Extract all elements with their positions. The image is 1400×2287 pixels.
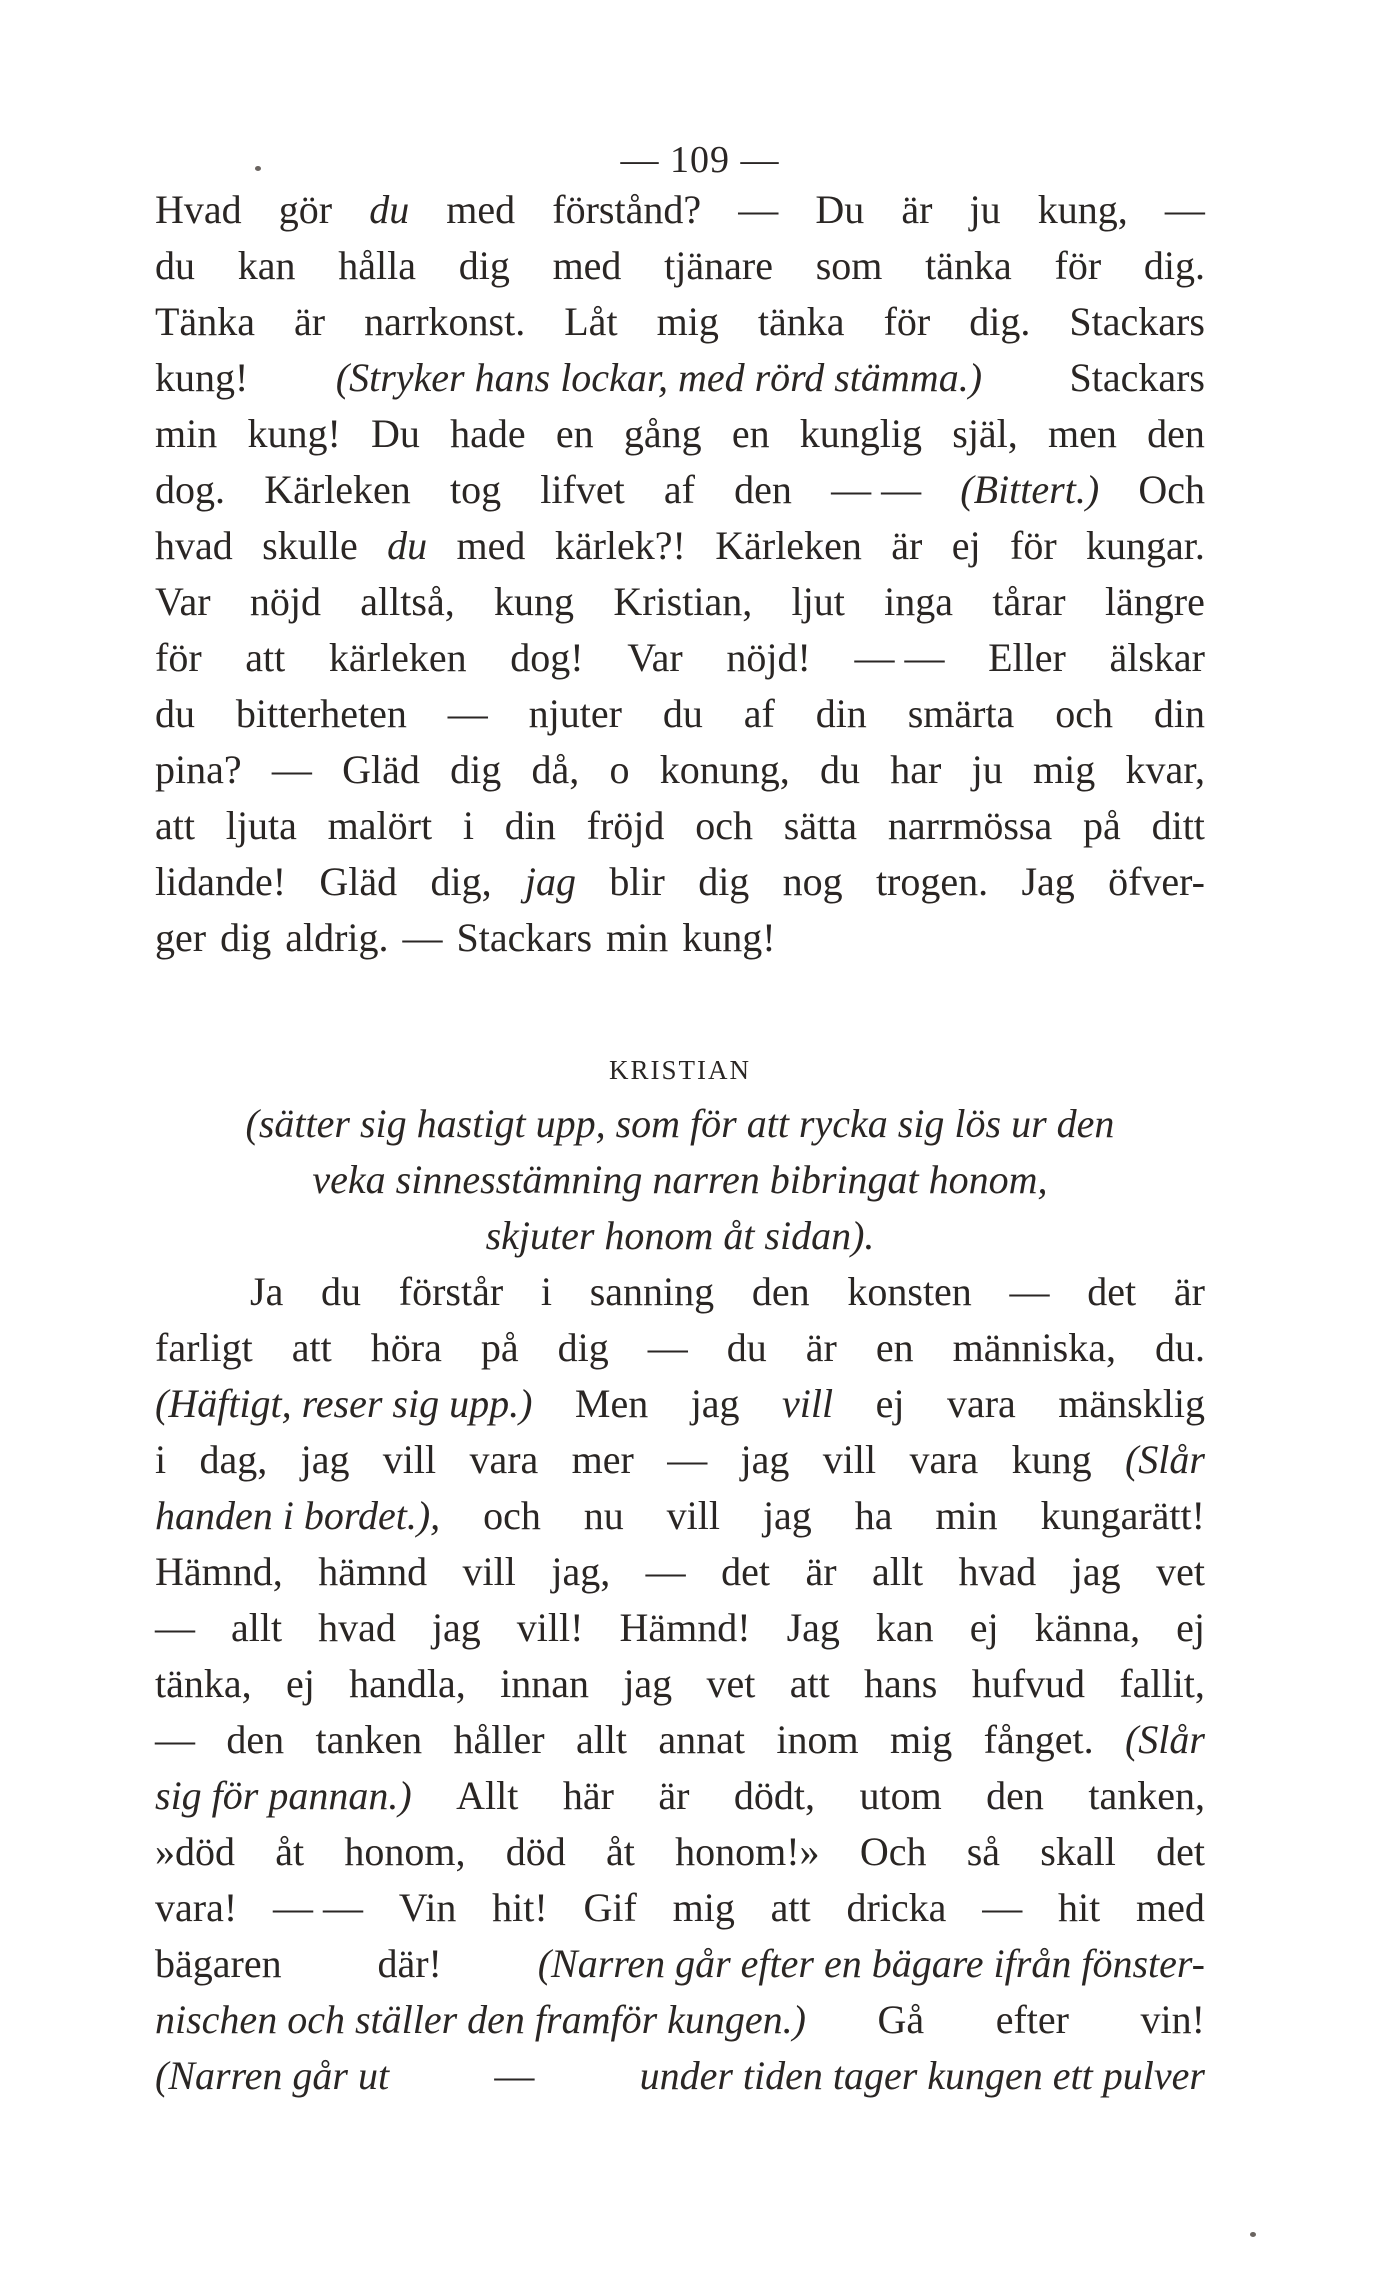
text-line: du bitterheten — njuter du af din smärta och din [155,691,1205,736]
text-line: (Narren går ut — under tiden tager kungen ett pulver [155,2053,1205,2098]
text-line: Hämnd, hämnd vill jag, — det är allt hvad jag vet [155,1549,1205,1594]
text-line: i dag, jag vill vara mer — jag vill vara kung (Slår [155,1437,1205,1482]
text-line: nischen och ställer den framför kungen.) Gå efter vin! [155,1997,1205,2042]
text-line: min kung! Du hade en gång en kunglig själ, men den [155,411,1205,456]
text-line: lidande! Gläd dig, jag blir dig nog trogen. Jag öfver- [155,859,1205,904]
page-number: — 109 — [620,139,780,181]
text-line: »död åt honom, död åt honom!» Och så skall det [155,1829,1205,1874]
text-line: för att kärleken dog! Var nöjd! — — Eller älskar [155,635,1205,680]
text-line: ger dig aldrig. — Stackars min kung! [155,915,776,960]
stage-direction-line: skjuter honom åt sidan). [485,1213,875,1258]
text-line: att ljuta malört i din fröjd och sätta narrmössa på ditt [155,803,1205,848]
text-line: farligt att höra på dig — du är en människa, du. [155,1325,1205,1370]
text-line: hvad skulle du med kärlek?! Kärleken är ej för kungar. [155,523,1205,568]
text-line: Ja du förstår i sanning den konsten — det är [250,1269,1205,1314]
text-line: bägaren där! (Narren går efter en bägare ifrån fönster- [155,1941,1205,1986]
speaker-name: KRISTIAN [609,1055,751,1085]
text-line: Hvad gör du med förstånd? — Du är ju kung, — [155,187,1205,232]
text-line: Var nöjd alltså, kung Kristian, ljut inga tårar längre [155,579,1205,624]
text-line: — den tanken håller allt annat inom mig fånget. (Slår [155,1717,1205,1762]
text-line: sig för pannan.) Allt här är dödt, utom den tanken, [155,1773,1205,1818]
text-line: tänka, ej handla, innan jag vet att hans hufvud fallit, [155,1661,1205,1706]
text-line: (Häftigt, reser sig upp.) Men jag vill ej vara mänsklig [155,1381,1205,1426]
text-line: pina? — Gläd dig då, o konung, du har ju mig kvar, [155,747,1205,792]
text-line: dog. Kärleken tog lifvet af den — — (Bittert.) Och [155,467,1205,512]
stage-direction-line: veka sinnesstämning narren bibringat honom, [312,1157,1048,1202]
text-line: handen i bordet.), och nu vill jag ha min kungarätt! [155,1493,1205,1538]
text-line: du kan hålla dig med tjänare som tänka för dig. [155,243,1205,288]
text-line: Tänka är narrkonst. Låt mig tänka för dig. Stackars [155,299,1205,344]
text-line: vara! — — Vin hit! Gif mig att dricka — hit med [155,1885,1205,1930]
text-line: kung! (Stryker hans lockar, med rörd stämma.) Stackars [155,355,1205,400]
text-line: — allt hvad jag vill! Hämnd! Jag kan ej känna, ej [155,1605,1205,1650]
stage-direction-line: (sätter sig hastigt upp, som för att rycka sig lös ur den [245,1101,1115,1146]
print-speckle [1250,2232,1256,2237]
